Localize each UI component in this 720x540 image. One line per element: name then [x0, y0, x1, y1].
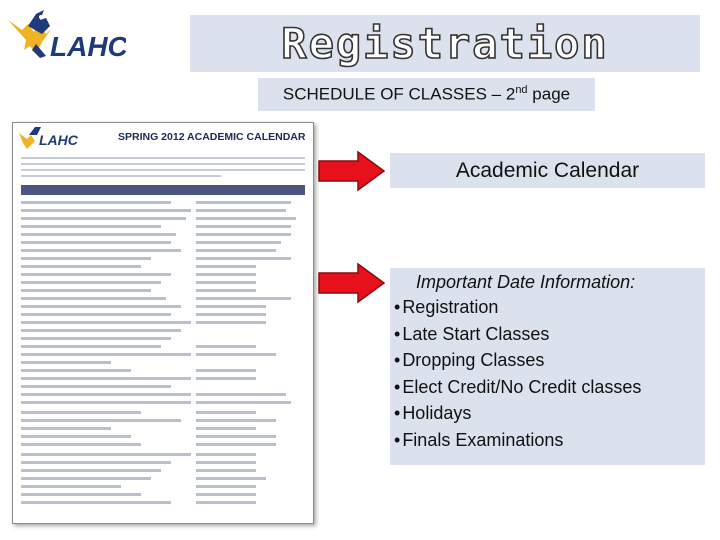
document-section-header	[21, 185, 305, 195]
academic-calendar-label: Academic Calendar	[455, 158, 640, 182]
page-title: Registration	[281, 19, 609, 68]
list-item: • Holidays	[394, 400, 641, 427]
svg-text:LAHC: LAHC	[39, 132, 78, 148]
list-item: • Dropping Classes	[394, 347, 641, 374]
subtitle-text	[283, 84, 570, 105]
list-item: • Registration	[394, 294, 641, 321]
right-arrow-icon	[318, 150, 386, 192]
lahc-logo[interactable]	[6, 6, 126, 68]
academic-calendar-callout	[390, 153, 705, 188]
logo-text: LAHC	[50, 31, 126, 62]
document-text-line	[21, 169, 305, 171]
document-text-line	[21, 175, 221, 177]
subtitle-end: page	[527, 84, 571, 104]
subtitle-main: SCHEDULE OF CLASSES – 2	[282, 84, 516, 104]
academic-calendar-document-image	[12, 122, 314, 524]
important-date-list	[394, 294, 641, 453]
subtitle-sup: nd	[515, 84, 528, 97]
document-text-line	[21, 163, 305, 165]
title-banner	[190, 15, 700, 72]
list-item: • Late Start Classes	[394, 321, 641, 348]
important-date-heading: Important Date Information:	[416, 272, 636, 292]
list-item: • Finals Examinations	[394, 427, 641, 454]
right-arrow-icon	[318, 262, 386, 304]
subtitle-banner	[258, 78, 595, 111]
eagle-icon	[6, 6, 126, 68]
important-date-info-callout	[390, 268, 705, 465]
list-item: • Elect Credit/No Credit classes	[394, 374, 641, 401]
document-title: SPRING 2012 ACADEMIC CALENDAR	[118, 131, 306, 143]
document-text-line	[21, 157, 305, 159]
document-table	[21, 201, 305, 511]
